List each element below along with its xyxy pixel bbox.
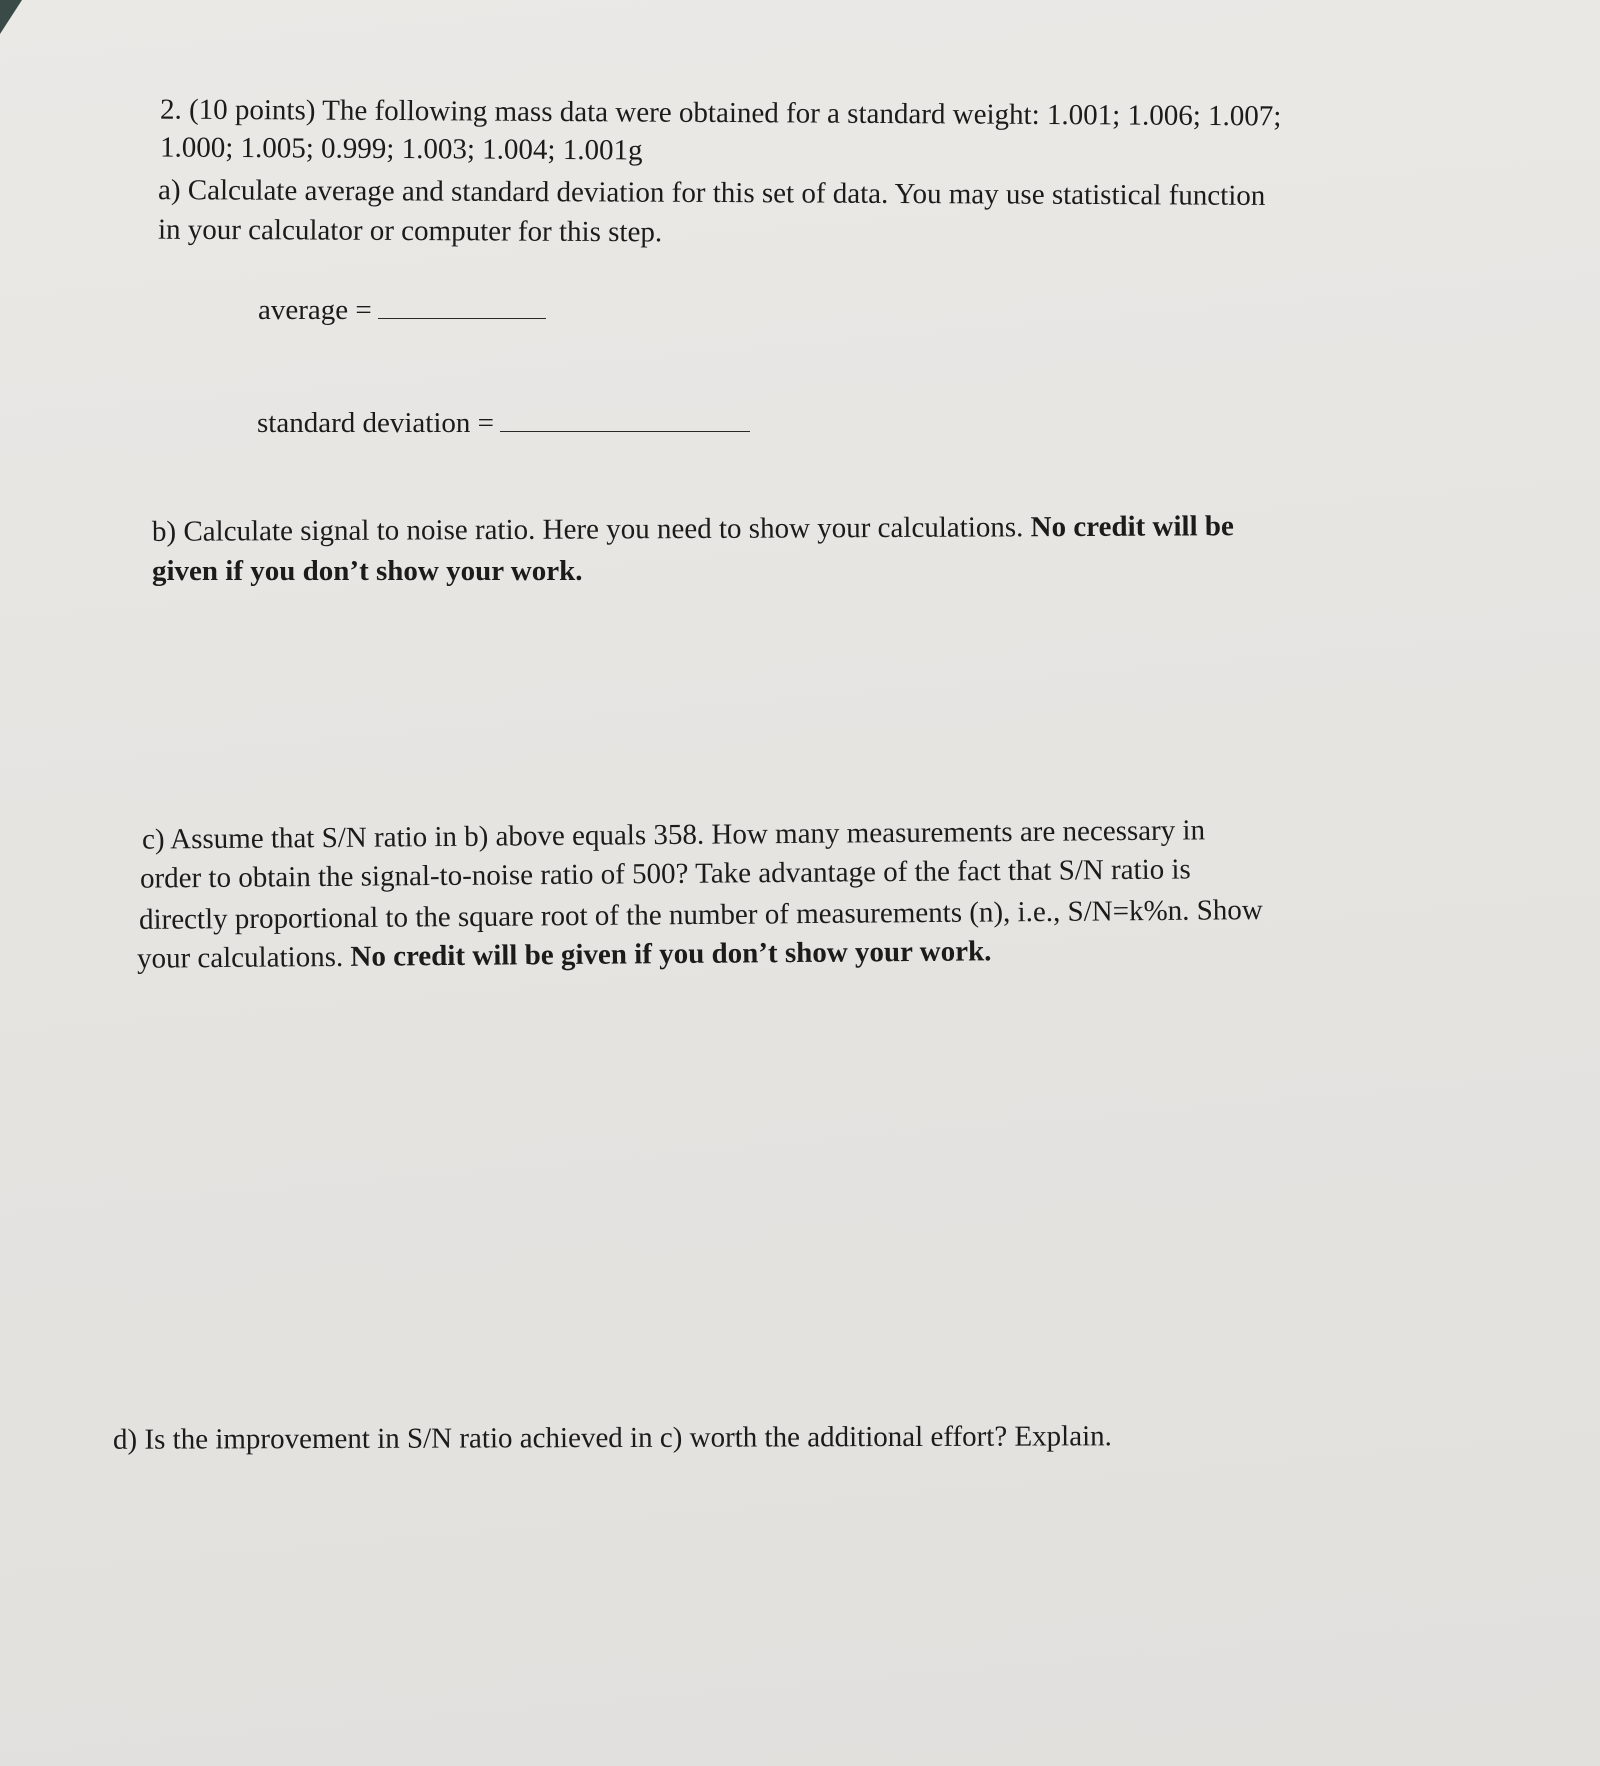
part-b-bold-2: given if you don’t show your work. [152, 555, 583, 587]
std-label: standard deviation = [257, 407, 495, 439]
part-c-line-2: order to obtain the signal-to-noise ratio of 500? Take advantage of the fact that S/N ratio is [139, 853, 1191, 895]
part-c-line-1: c) Assume that S/N ratio in b) above equals 358. How many measurements are necessary in [141, 814, 1206, 856]
part-d-line: d) Is the improvement in S/N ratio achieved in c) worth the additional effort? Explain. [112, 1420, 1112, 1456]
part-b-line-2 [152, 554, 583, 588]
part-c-line-3: directly proportional to the square root of the number of measurements (n), i.e., S/N=k%n. Show [138, 894, 1263, 936]
std-answer-blank[interactable] [500, 403, 750, 432]
average-label: average = [258, 294, 372, 326]
part-b-text: b) Calculate signal to noise ratio. Here you need to show your calculations. [151, 511, 1024, 548]
average-row [258, 290, 546, 327]
part-c-line-4 [137, 934, 992, 975]
intro-line-1: 2. (10 points) The following mass data were obtained for a standard weight: 1.001; 1.006; 1.007; [159, 93, 1282, 133]
intro-line-2: 1.000; 1.005; 0.999; 1.003; 1.004; 1.001g [159, 131, 643, 167]
part-c-text: your calculations. [136, 940, 344, 975]
part-a-line-2: in your calculator or computer for this step. [157, 213, 663, 249]
background-corner [0, 0, 22, 34]
part-b-bold-1: No credit will be [1030, 510, 1234, 544]
part-b-line-1 [152, 509, 1234, 549]
part-c-bold: No credit will be given if you don’t show your work. [350, 935, 992, 973]
std-row [257, 403, 750, 440]
average-answer-blank[interactable] [378, 290, 546, 319]
part-a-line-1: a) Calculate average and standard deviation for this set of data. You may use statistical function [157, 174, 1266, 212]
